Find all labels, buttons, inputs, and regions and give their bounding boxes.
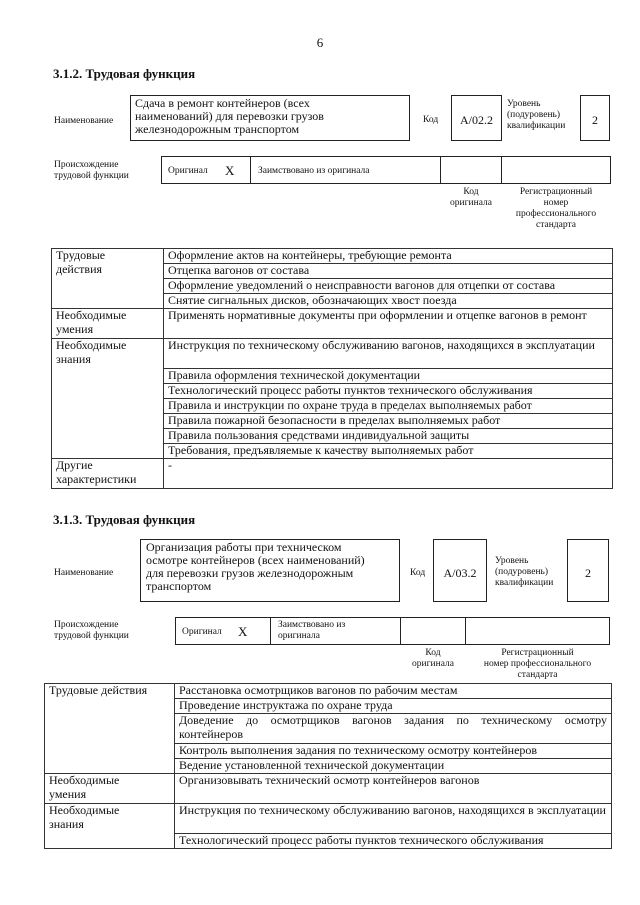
- original-cell: [161, 156, 251, 184]
- caption-line: стандарта: [536, 220, 576, 230]
- knowledge-item: Правила и инструкции по охране труда в пределах выполняемых работ: [164, 399, 613, 414]
- level-label-line: (подуровень): [507, 110, 561, 120]
- name-label: Наименование: [54, 116, 114, 126]
- code-value: А/02.2: [460, 113, 493, 127]
- code-label: Код: [410, 568, 426, 578]
- labor-action: Оформление уведомлений о неисправности вагонов для отцепки от состава: [164, 279, 613, 294]
- original-label: Оригинал: [182, 627, 222, 637]
- row-header-line: умения: [49, 786, 87, 801]
- row-header-line: Другие: [56, 458, 93, 472]
- row-header: [45, 774, 175, 804]
- code-original-caption: [440, 187, 502, 209]
- knowledge-item: Технологический процесс работы пунктов технического обслуживания: [164, 384, 613, 399]
- original-mark: X: [238, 624, 248, 639]
- function-name-line: наименований) для перевозки грузов: [135, 109, 324, 123]
- row-header-line: Трудовые: [56, 248, 106, 262]
- level-box: [580, 95, 610, 141]
- code-box: [451, 95, 502, 141]
- function-name-line: Организация работы при техническом: [146, 540, 342, 554]
- section-title: 3.1.2. Трудовая функция: [53, 66, 196, 81]
- code-value: А/03.2: [443, 566, 477, 580]
- level-label-line: квалификации: [507, 121, 566, 131]
- caption-line: стандарта: [517, 670, 558, 680]
- row-header: [45, 804, 175, 849]
- level-label-line: Уровень: [507, 99, 541, 109]
- row-header-line: Необходимые: [49, 803, 120, 817]
- caption-line: Код: [425, 648, 441, 658]
- function-name-line: железнодорожным транспортом: [135, 122, 300, 136]
- code-original-cell: [400, 617, 466, 645]
- row-header-line: Необходимые: [49, 773, 120, 787]
- labor-action: Оформление актов на контейнеры, требующие ремонта: [164, 249, 613, 264]
- origin-label: [54, 160, 129, 182]
- labor-action: Снятие сигнальных дисков, обозначающих хвост поезда: [164, 294, 613, 309]
- function-name-line: Сдача в ремонт контейнеров (всех: [135, 96, 310, 110]
- row-header-line: действия: [56, 261, 103, 276]
- original-mark: X: [225, 163, 235, 178]
- table-row: [52, 309, 613, 339]
- functions-table: [51, 248, 613, 489]
- borrowed-cell: [270, 617, 401, 645]
- function-name-line: осмотре контейнеров (всех наименований): [146, 553, 365, 567]
- caption-line: оригинала: [412, 659, 454, 669]
- level-box: [567, 539, 609, 602]
- table-row: [45, 804, 612, 834]
- row-header: [52, 309, 164, 339]
- caption-line: Код: [463, 187, 479, 197]
- table-row: [52, 249, 613, 264]
- row-header-line: Необходимые: [56, 338, 127, 352]
- caption-line: Регистрационный: [519, 187, 593, 197]
- row-header-line: знания: [49, 816, 84, 831]
- page-number: 6: [316, 35, 324, 50]
- level-label-line: квалификации: [495, 578, 554, 588]
- level-label: [495, 556, 553, 589]
- table-row: [45, 774, 612, 804]
- function-name-box: [130, 95, 410, 141]
- knowledge-item: Правила пожарной безопасности в пределах выполняемых работ: [164, 414, 613, 429]
- name-label: Наименование: [54, 568, 114, 578]
- knowledge-item: Правила пользования средствами индивидуальной защиты: [164, 429, 613, 444]
- level-value: 2: [592, 113, 598, 127]
- table-row: [52, 339, 613, 369]
- labor-action: Доведение до осмотрщиков вагонов задания по техническому осмотру контейнеров: [175, 714, 612, 744]
- origin-label: [54, 620, 129, 642]
- knowledge-item: Инструкция по техническому обслуживанию вагонов, находящихся в эксплуатации: [175, 804, 612, 834]
- borrowed-cell: [250, 156, 441, 184]
- code-box: [433, 539, 487, 602]
- borrowed-label: Заимствовано из оригинала: [258, 166, 370, 176]
- level-label: [507, 99, 565, 132]
- code-original-cell: [440, 156, 502, 184]
- reg-number-cell: [465, 617, 610, 645]
- skill-item: Применять нормативные документы при оформлении и отцепке вагонов в ремонт: [164, 309, 613, 339]
- labor-action: Ведение установленной технической документации: [175, 759, 612, 774]
- section-title: 3.1.3. Трудовая функция: [53, 512, 196, 527]
- reg-number-caption: [465, 648, 610, 681]
- row-header-line: умения: [56, 321, 94, 336]
- row-header: [52, 339, 164, 459]
- labor-action: Проведение инструктажа по охране труда: [175, 699, 612, 714]
- caption-line: оригинала: [450, 198, 492, 208]
- labor-action: Контроль выполнения задания по техническому осмотру контейнеров: [175, 744, 612, 759]
- borrowed-line: оригинала: [278, 631, 320, 641]
- functions-table: [44, 683, 612, 849]
- caption-line: Регистрационный: [501, 648, 574, 658]
- origin-label-line: трудовой функции: [54, 171, 129, 181]
- table-row: [45, 684, 612, 699]
- origin-label-line: Происхождение: [54, 620, 119, 630]
- row-header-line: Необходимые: [56, 308, 127, 322]
- knowledge-item: Требования, предъявляемые к качеству выполняемых работ: [164, 444, 613, 459]
- level-label-line: Уровень: [495, 556, 529, 566]
- knowledge-item: Инструкция по техническому обслуживанию вагонов, находящихся в эксплуатации: [164, 339, 613, 369]
- borrowed-line: Заимствовано из: [278, 620, 346, 630]
- labor-action: Отцепка вагонов от состава: [164, 264, 613, 279]
- other-value: -: [164, 459, 613, 489]
- row-header: Трудовые действия: [45, 684, 175, 774]
- origin-label-line: трудовой функции: [54, 631, 129, 641]
- code-original-caption: [400, 648, 466, 670]
- skill-item: Организовывать технический осмотр контейнеров вагонов: [175, 774, 612, 804]
- table-row: [52, 459, 613, 489]
- labor-action: Расстановка осмотрщиков вагонов по рабочим местам: [175, 684, 612, 699]
- reg-number-cell: [501, 156, 611, 184]
- code-label: Код: [423, 115, 439, 125]
- original-cell: [175, 617, 271, 645]
- function-name-box: [140, 539, 400, 602]
- function-name-line: для перевозки грузов железнодорожным: [146, 566, 354, 580]
- caption-line: номер профессионального: [483, 659, 592, 669]
- row-header-line: характеристики: [56, 471, 137, 486]
- function-name-line: транспортом: [146, 579, 212, 593]
- row-header: [52, 459, 164, 489]
- knowledge-item: Технологический процесс работы пунктов технического обслуживания: [175, 834, 612, 849]
- level-label-line: (подуровень): [495, 567, 549, 577]
- row-header-line: знания: [56, 351, 91, 366]
- original-label: Оригинал: [168, 166, 208, 176]
- row-header: [52, 249, 164, 309]
- reg-number-caption: [501, 187, 611, 231]
- knowledge-item: Правила оформления технической документации: [164, 369, 613, 384]
- level-value: 2: [585, 566, 591, 580]
- origin-label-line: Происхождение: [54, 160, 119, 170]
- caption-line: профессионального: [515, 209, 597, 219]
- caption-line: номер: [543, 198, 569, 208]
